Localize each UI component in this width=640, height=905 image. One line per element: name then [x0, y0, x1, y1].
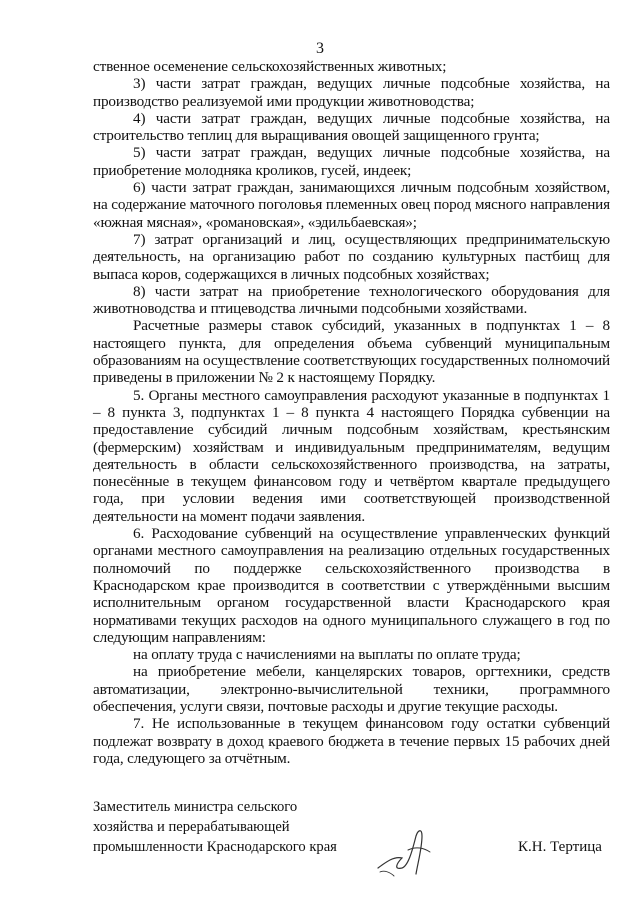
subitem-6: 6) части затрат граждан, занимающихся личным подсобным хозяйством, на содержание маточного поголовья племенных овец пород мясного направления «южная мясная», «романовская», «эдильбаевская»;	[93, 179, 610, 231]
paragraph-continuation: ственное осеменение сельскохозяйственных животных;	[93, 58, 447, 75]
page-number: 3	[316, 40, 324, 57]
signatory-title	[93, 797, 337, 857]
clause-6-item-2: на приобретение мебели, канцелярских товаров, оргтехники, средств автоматизации, электронно-вычислительной техники, программного обеспечения, услуги связи, почтовые расходы и другие текущие расходы.	[93, 663, 610, 715]
document-body	[93, 58, 610, 767]
subitem-8: 8) части затрат на приобретение технологического оборудования для животноводства и птицеводства личными подсобными хозяйствами.	[93, 282, 610, 318]
clause-7: 7. Не использованные в текущем финансовом году остатки субвенций подлежат возврату в доход краевого бюджета в течение первых 15 рабочих дней года, следующего за отчётным.	[93, 715, 610, 767]
signatory-title-line: промышленности Краснодарского края	[93, 839, 337, 855]
subitem-4: 4) части затрат граждан, ведущих личные подсобные хозяйства, на строительство теплиц для выращивания овощей защищенного грунта;	[93, 109, 610, 145]
rates-paragraph: Расчетные размеры ставок субсидий, указанных в подпунктах 1 – 8 настоящего пункта, для определения объема субвенций муниципальным образованиям на осуществление соответствующих государственных полномочий приведены в приложении № 2 к настоящему Порядку.	[93, 317, 610, 387]
clause-6: 6. Расходование субвенций на осуществление управленческих функций органами местного самоуправления на реализацию отдельных государственных полномочий по поддержке сельскохозяйственного производства в Краснодарском крае производится в соответствии с утверждёнными высшим исполнительным органом государственной власти Краснодарского края нормативами текущих расходов на одного муниципального служащего в год по следующим направлениям:	[93, 525, 610, 646]
signatory-title-line: хозяйства и перерабатывающей	[93, 819, 290, 835]
subitem-3: 3) части затрат граждан, ведущих личные подсобные хозяйства, на производство реализуемой ими продукции животноводства;	[93, 75, 610, 110]
clause-6-item-1: на оплату труда с начислениями на выплаты по оплате труда;	[133, 646, 521, 664]
signatory-name: К.Н. Тертица	[518, 839, 602, 855]
handwritten-signature	[372, 822, 442, 882]
signatory-title-line: Заместитель министра сельского	[93, 799, 298, 815]
subitem-7: 7) затрат организаций и лиц, осуществляющих предпринимательскую деятельность, на организацию работ по созданию культурных пастбищ для выпаса коров, содержащихся в личных подсобных хозяйствах;	[93, 230, 610, 283]
clause-5: 5. Органы местного самоуправления расходуют указанные в подпунктах 1 – 8 пункта 3, подпунктах 1 – 8 пункта 4 настоящего Порядка субвенции на предоставление субсидий личным подсобным хозяйствам, крестьянским (фермерским) хозяйствам и индивидуальным предпринимателям, ведущим деятельность в области сельскохозяйственного производства, на затраты, понесённые в текущем финансовом году и четвёртом квартале предыдущего года, при условии ведения ими соответствующей производственной деятельности на момент подачи заявления.	[93, 386, 610, 525]
subitem-5: 5) части затрат граждан, ведущих личные подсобные хозяйства, на приобретение молодняка кроликов, гусей, индеек;	[93, 144, 610, 179]
